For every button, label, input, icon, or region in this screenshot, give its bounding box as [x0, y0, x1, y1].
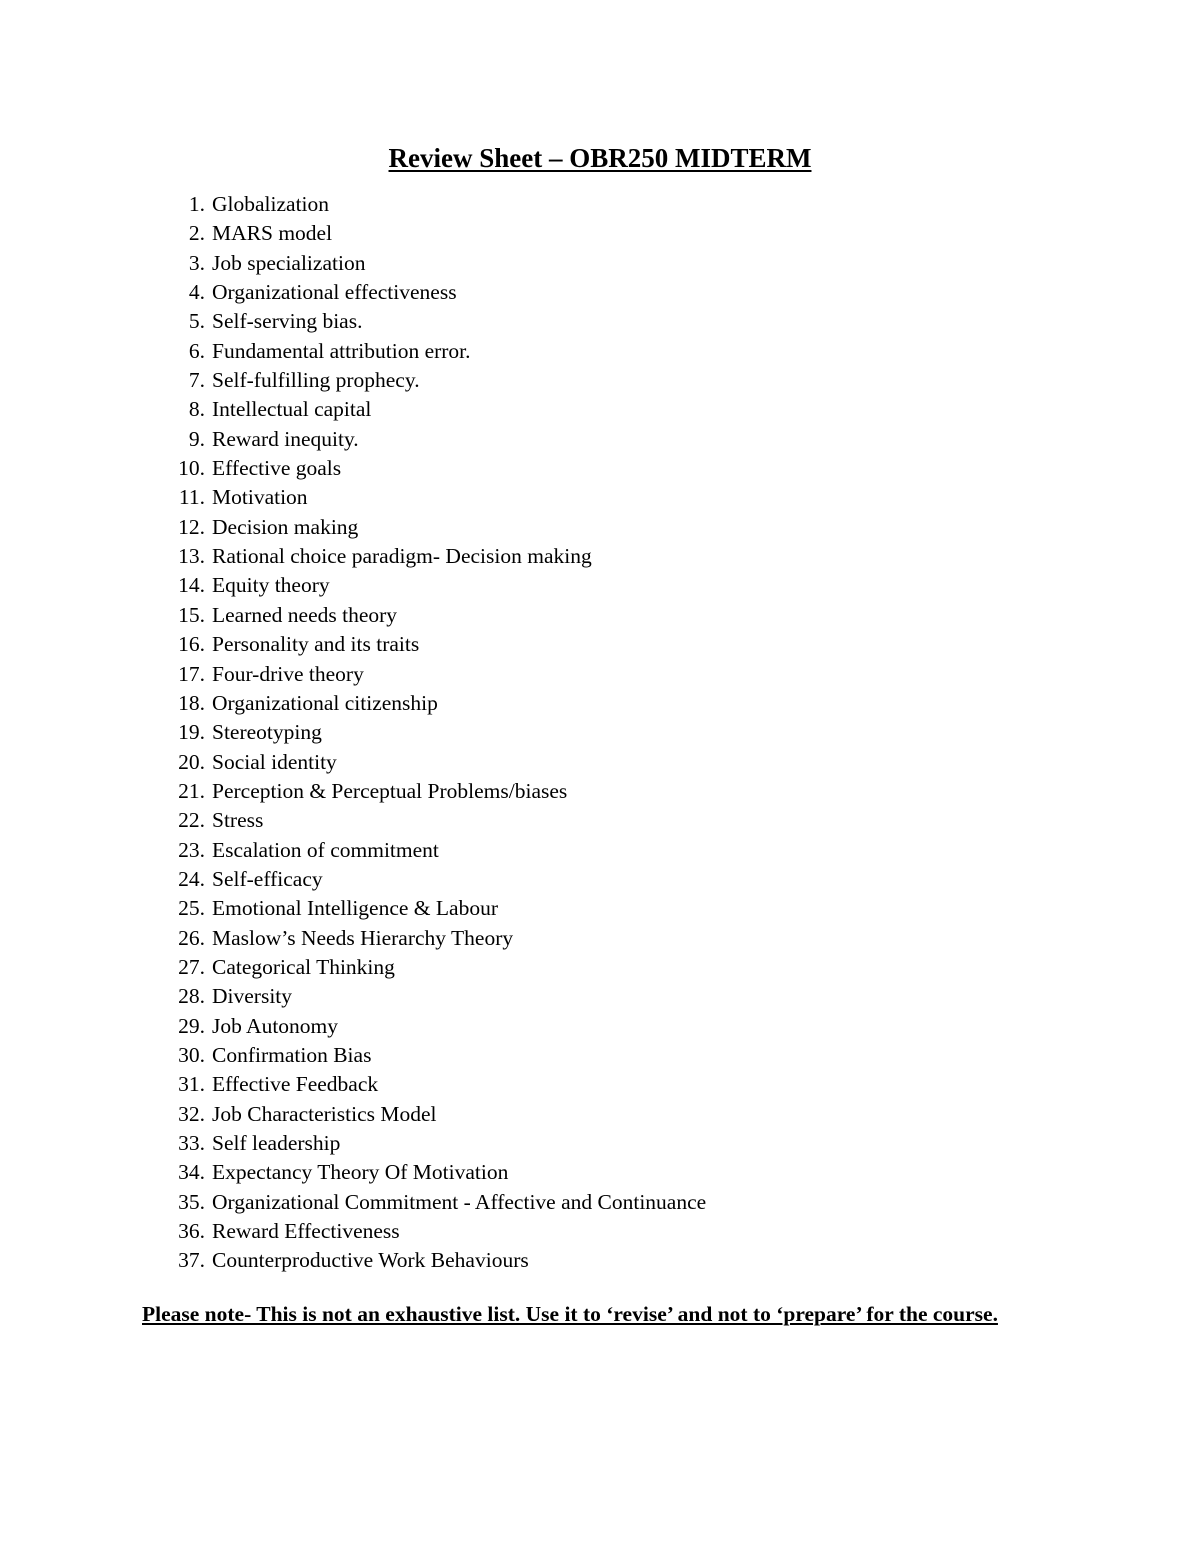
list-item-text: Globalization [212, 192, 330, 216]
list-item-text: Rational choice paradigm- Decision making [212, 544, 592, 569]
list-item-number: 10. [178, 456, 205, 481]
list-item-text: Effective goals [212, 456, 342, 481]
list-item-text: Stereotyping [212, 720, 322, 745]
list-item-text: Self leadership [212, 1131, 341, 1155]
list-item-text: Learned needs theory [212, 602, 398, 627]
list-item-number: 24. [178, 866, 205, 891]
list-item-text: Organizational citizenship [212, 690, 438, 715]
list-item-text: Emotional Intelligence & Labour [212, 896, 498, 921]
list-item-text: Job Characteristics Model [212, 1101, 437, 1126]
list-item-text: Effective Feedback [212, 1072, 379, 1097]
list-item-number: 8. [188, 397, 205, 422]
list-item-text: Expectancy Theory Of Motivation [212, 1160, 509, 1185]
list-item-number: 27. [178, 954, 205, 979]
list-item-number: 5. [188, 309, 205, 334]
list-item-number: 17. [178, 661, 205, 686]
list-item-number: 26. [178, 925, 205, 950]
list-item-number: 1. [188, 192, 205, 216]
list-item-text: Four-drive theory [212, 661, 364, 686]
list-item-text: Fundamental attribution error. [212, 338, 471, 363]
list-item-number: 31. [178, 1072, 205, 1097]
list-item-number: 21. [178, 778, 205, 803]
page-title: Review Sheet – OBR250 MIDTERM [388, 143, 812, 173]
list-item-text: Perception & Perceptual Problems/biases [212, 778, 568, 803]
list-item-text: Self-efficacy [212, 866, 323, 891]
list-item-text: Organizational Commitment - Affective and Continuance [212, 1189, 707, 1214]
list-item-number: 11. [178, 485, 205, 510]
list-item-number: 6. [188, 338, 205, 363]
list-item-text: Job specialization [212, 250, 366, 275]
list-item-number: 32. [178, 1101, 205, 1126]
list-item-number: 25. [178, 896, 205, 921]
list-item-number: 9. [188, 426, 205, 451]
list-item-number: 37. [178, 1248, 205, 1273]
list-item-number: 16. [178, 632, 205, 657]
list-item-number: 14. [178, 573, 205, 598]
list-item-text: Organizational effectiveness [212, 280, 457, 305]
list-item-number: 12. [178, 514, 205, 539]
list-item-text: Self-serving bias. [212, 309, 363, 334]
list-item-text: Self-fulfilling prophecy. [212, 368, 420, 393]
list-item-number: 19. [178, 720, 205, 745]
list-item-number: 13. [178, 544, 205, 569]
list-item-number: 20. [178, 749, 205, 774]
list-item-number: 22. [178, 808, 205, 833]
list-item-text: Personality and its traits [212, 632, 420, 657]
list-item-text: Equity theory [212, 573, 330, 598]
list-item-text: Escalation of commitment [212, 837, 439, 862]
list-item-text: Job Autonomy [212, 1013, 339, 1038]
list-item-text: MARS model [212, 221, 333, 246]
list-item-number: 30. [178, 1042, 205, 1067]
list-item-number: 34. [178, 1160, 205, 1185]
list-item-number: 3. [188, 250, 205, 275]
list-item-text: Diversity [212, 984, 293, 1009]
list-item-text: Reward Effectiveness [212, 1219, 400, 1244]
list-item-text: Counterproductive Work Behaviours [212, 1248, 529, 1273]
list-item-text: Intellectual capital [212, 397, 372, 422]
list-item-number: 2. [188, 221, 205, 246]
list-item-text: Categorical Thinking [212, 954, 395, 979]
list-item-text: Motivation [212, 485, 308, 510]
list-item-number: 4. [188, 280, 205, 305]
list-item-number: 23. [178, 837, 205, 862]
list-item-number: 33. [178, 1131, 205, 1155]
list-item-number: 28. [178, 984, 205, 1009]
list-item-text: Reward inequity. [212, 426, 359, 451]
disclaimer-note: Please note- This is not an exhaustive list. Use it to ‘revise’ and not to ‘prepare’ for the course. [142, 1302, 998, 1326]
list-item-number: 29. [178, 1013, 205, 1038]
list-item-text: Confirmation Bias [212, 1042, 372, 1067]
list-item-text: Social identity [212, 749, 337, 774]
list-item-number: 18. [178, 690, 205, 715]
list-item-text: Maslow’s Needs Hierarchy Theory [212, 925, 514, 950]
list-item-text: Stress [212, 808, 264, 833]
list-item-number: 15. [178, 602, 205, 627]
list-item-number: 7. [188, 368, 205, 393]
list-item-number: 35. [178, 1189, 205, 1214]
list-item-text: Decision making [212, 514, 359, 539]
list-item-number: 36. [178, 1219, 205, 1244]
